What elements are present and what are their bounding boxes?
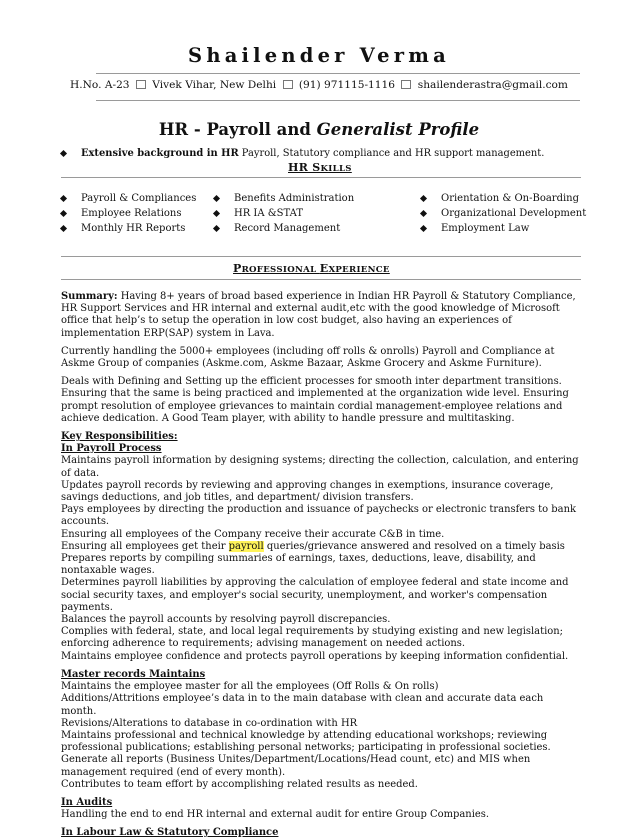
master-line: Contributes to team effort by accomplishing related results as needed. xyxy=(61,778,418,790)
payroll-line: Ensuring all employees of the Company receive their accurate C&B in time. xyxy=(61,528,445,540)
labour-law-heading: In Labour Law & Statutory Compliance xyxy=(61,827,279,839)
candidate-name: Shailender Verma xyxy=(188,44,450,67)
key-responsibilities-heading: Key Responsibilities: xyxy=(61,431,178,443)
separator-icon xyxy=(283,80,293,89)
email: shailenderastra@gmail.com xyxy=(417,79,568,91)
payroll-line: Updates payroll records by reviewing and approving changes in exemptions, insurance coverage, savings deductions, and job titles, and department/ division transfers. xyxy=(61,479,554,504)
address: H.No. A-23 xyxy=(70,79,130,91)
contact-line xyxy=(0,79,638,91)
diamond-bullet-icon xyxy=(420,210,427,217)
payroll-line-grievance: Ensuring all employees get their payroll queries/grievance answered and resolved on a timely basis xyxy=(61,540,565,552)
payroll-line: Maintains payroll information by designing systems; directing the collection, calculation, and entering of data. xyxy=(61,455,579,479)
diamond-bullet-icon xyxy=(213,195,220,202)
diamond-bullet-icon xyxy=(213,210,220,217)
header-divider xyxy=(96,73,580,74)
profile-title: HR - Payroll and Generalist Profile xyxy=(158,120,480,139)
summary-paragraph: Summary: Having 8+ years of broad based experience in Indian HR Payroll & Statutory Compliance, HR Support Services and HR internal and external audit,etc with the good knowledge of Microsoft office that help’s to setup the operation in low cost budget, also having an experiences of implementation ERP(SAP) system in Lava. xyxy=(61,291,576,339)
skills-divider xyxy=(61,177,581,178)
diamond-bullet-icon xyxy=(420,195,427,202)
phone: (91) 971115-1116 xyxy=(298,79,396,91)
diamond-bullet-icon xyxy=(60,225,67,232)
skills-heading: HR SKILLS xyxy=(288,161,352,174)
payroll-line: Pays employees by directing the production and issuance of paychecks or electronic transfers to bank accounts. xyxy=(61,504,577,528)
master-line: Additions/Attritions employee’s data in to the main database with clean and accurate data each month. xyxy=(61,693,544,717)
diamond-bullet-icon xyxy=(213,225,220,232)
processes-paragraph: Deals with Defining and Setting up the efficient processes for smooth inter department transitions. Ensuring that the same is being practiced and implemented at the organization wide level. Ensuring prompt resolution of employee grievances to maintain cordial management-employee relations and achieve dedication. A Good Team player, with ability to handle pressure and multitasking. xyxy=(61,376,569,424)
diamond-bullet-icon xyxy=(420,225,427,232)
master-line: Maintains the employee master for all the employees (Off Rolls & On rolls) xyxy=(61,681,439,693)
diamond-bullet-icon xyxy=(60,195,67,202)
separator-icon xyxy=(136,80,146,89)
diamond-bullet-icon xyxy=(60,150,67,157)
experience-divider-lower xyxy=(61,279,581,280)
master-records-heading: Master records Maintains xyxy=(61,668,206,680)
experience-body xyxy=(61,291,581,840)
payroll-process-heading: In Payroll Process xyxy=(61,443,162,455)
contact-divider xyxy=(96,100,580,101)
audits-line: Handling the end to end HR internal and external audit for entire Group Companies. xyxy=(61,809,490,821)
master-line: Generate all reports (Business Unites/Department/Locations/Head count, etc) and MIS when management required (end of every month). xyxy=(61,754,531,778)
diamond-bullet-icon xyxy=(60,210,67,217)
master-line: Revisions/Alterations to database in co-ordination with HR xyxy=(61,717,358,729)
resume-page: Shailender Verma H.No. A-23 Vivek Vihar, New Delhi (91) 971115-1116 shailenderastra@gmail.com HR - Payroll and Generalist Profile Extensive background in HR Payroll, Statutory compliance and HR support management. HR SKILLS Payroll & Compliances Employee Relations Monthly HR Reports Benefits Administration HR IA &STAT Record Management Orientation & On-Boarding Organizational Development Employment Law PROFESSIONAL EXPERIENCE Summary: Having 8+ years of broad based experience in Indian HR Payroll & Statutory Compliance, HR Support Services and HR internal and external audit,etc with the good knowledge of Microsoft office that help’s to setup the operation in low cost budget, also having an experiences of implementation ERP(SAP) system in Lava. Currently handling the 5000+ employees (including off rolls & onrolls) Payroll and Compliance at Askme Group of companies (Askme.com, Askme Bazaar, Askme Grocery and Askme Furniture). Deals with Defining and Setting up the efficient processes for smooth inter department transitions. Ensuring that the same is being practiced and implemented at the organization wide level. Ensuring prompt resolution of employee grievances to maintain cordial management-employee relations and achieve dedication. A Good Team player, with ability to handle pressure and multitasking. Key Responsibilities: In Payroll Process Maintains payroll information by designing systems; directing the collection, calculation, and entering of data. Updates payroll records by reviewing and approving changes in exemptions, insurance coverage, savings deductions, and job titles, and department/ division transfers. Pays employees by directing the production and issuance of paychecks or electronic transfers to bank accounts. Ensuring all employees of the Company receive their accurate C&B in time. Ensuring all employees get their payroll queries/grievance answered and resolved on a timely basis Prepares reports by compiling summaries of earnings, taxes, deductions, leave, disability, and nontaxable wages. Determines payroll liabilities by approving the calculation of employee federal and state income and social security taxes, and employer's social security, unemployment, and worker's compensation payments. Balances the payroll accounts by resolving payroll discrepancies. Complies with federal, state, and local legal requirements by studying existing and new legislation; enforcing adherence to requirements; advising management on needed actions. Maintains employee confidence and protects payroll operations by keeping information confidential. Master records Maintains Maintains the employee master for all the employees (Off Rolls & On rolls) Additions/Attritions employee’s data in to the main database with clean and accurate data each month. Revisions/Alterations to database in co-ordination with HR Maintains professional and technical knowledge by attending educational workshops; reviewing professional publications; establishing personal networks; participating in professional societies. Generate all reports (Business Unites/Department/Locations/Head count, etc) and MIS when management required (end of every month). Contributes to team effort by accomplishing related results as needed. In Audits Handling the end to end HR internal and external audit for entire Group Companies. In Labour Law & Statutory Compliance xyxy=(0,0,638,826)
highlighted-word: payroll xyxy=(228,540,264,552)
handling-paragraph: Currently handling the 5000+ employees (including off rolls & onrolls) Payroll and Compliance at Askme Group of companies (Askme.com, Askme Bazaar, Askme Grocery and Askme Furniture). xyxy=(61,345,555,370)
payroll-line: Balances the payroll accounts by resolving payroll discrepancies. xyxy=(61,614,391,626)
master-line: Maintains professional and technical knowledge by attending educational workshops; reviewing professional publications; establishing personal networks; participating in professional societies. xyxy=(61,729,551,754)
payroll-line: Prepares reports by compiling summaries of earnings, taxes, deductions, leave, disability, and nontaxable wages. xyxy=(61,553,536,577)
payroll-line: Maintains employee confidence and protects payroll operations by keeping information confidential. xyxy=(61,650,569,662)
locality: Vivek Vihar, New Delhi xyxy=(152,79,277,91)
payroll-line: Determines payroll liabilities by approving the calculation of employee federal and state income and social security taxes, and employer's social security, unemployment, and worker's compensation payments. xyxy=(61,577,569,613)
experience-divider xyxy=(61,256,581,257)
experience-heading: PROFESSIONAL EXPERIENCE xyxy=(233,262,390,275)
separator-icon xyxy=(401,80,411,89)
audits-heading: In Audits xyxy=(61,796,113,808)
payroll-line: Complies with federal, state, and local legal requirements by studying existing and new legislation; enforcing adherence to requirements; advising management on needed actions. xyxy=(61,626,564,650)
